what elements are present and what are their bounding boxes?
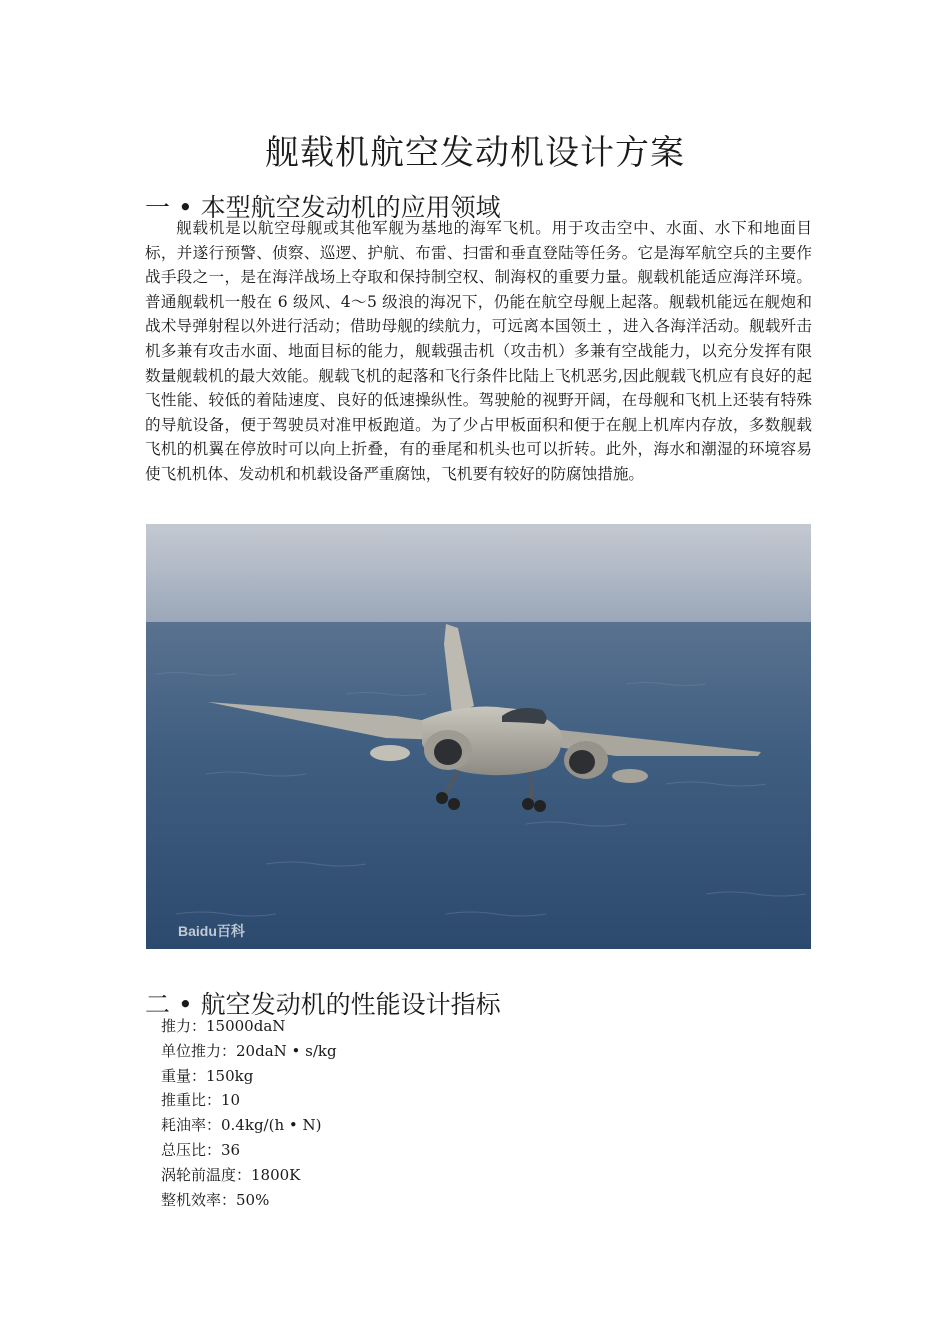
body-paragraph: 舰载机是以航空母舰或其他军舰为基地的海军飞机。用于攻击空中、水面、水下和地面目标，并遂行预警、侦察、巡逻、护航、布雷、扫雷和垂直登陆等任务。它是海军航空兵的主要作战手段之一，是在海洋战场上夺取和保持制空权、制海权的重要力量。舰载机能适应海洋环境。普通舰载机一般在 6 级风、4～5 级浪的海况下，仍能在航空母舰上起落。舰载机能远在舰炮和战术导弹射程以外进行活动；借助母舰的续航力，可远离本国领土 ，进入各海洋活动。舰载歼击机多兼有攻击水面、地面目标的能力，舰载强击机（攻击机）多兼有空战能力，以充分发挥有限数量舰载机的最大效能。舰载飞机的起落和飞行条件比陆上飞机恶劣,因此舰载飞机应有良好的起飞性能、较低的着陆速度、良好的低速操纵性。驾驶舱的视野开阔，在母舰和飞机上还装有特殊的导航设备，便于驾驶员对准甲板跑道。为了少占甲板面积和便于在舰上机库内存放，多数舰载飞机的机翼在停放时可以向上折叠，有的垂尾和机头也可以折转。此外，海水和潮湿的环境容易使飞机机体、发动机和机载设备严重腐蚀，飞机要有较好的防腐蚀措施。 [145,219,812,483]
spec-thrust: 推力：15000daN [161,1017,286,1035]
sea [146,622,811,949]
section-heading-performance: 二 • 航空发动机的性能设计指标 [145,989,501,1019]
spec-specific-thrust: 单位推力：20daN • s/kg [161,1041,337,1060]
page-title: 舰载机航空发动机设计方案 [265,132,685,173]
spec-thrust-weight-ratio: 推重比：10 [161,1091,241,1110]
section-heading-application: 一 • 本型航空发动机的应用领域 [145,192,501,222]
spec-weight: 重量：150kg [161,1066,254,1085]
sky [146,524,811,624]
spec-overall-pressure-ratio: 总压比：36 [161,1140,241,1159]
spec-list [161,1014,337,1212]
watermark-text: Baidu百科 [178,923,245,939]
spec-turbine-inlet-temp: 涡轮前温度：1800K [161,1165,301,1184]
spec-fuel-consumption: 耗油率：0.4kg/(h • N) [161,1116,322,1135]
aircraft-photo [146,524,811,949]
spec-overall-efficiency: 整机效率：50% [161,1190,270,1209]
